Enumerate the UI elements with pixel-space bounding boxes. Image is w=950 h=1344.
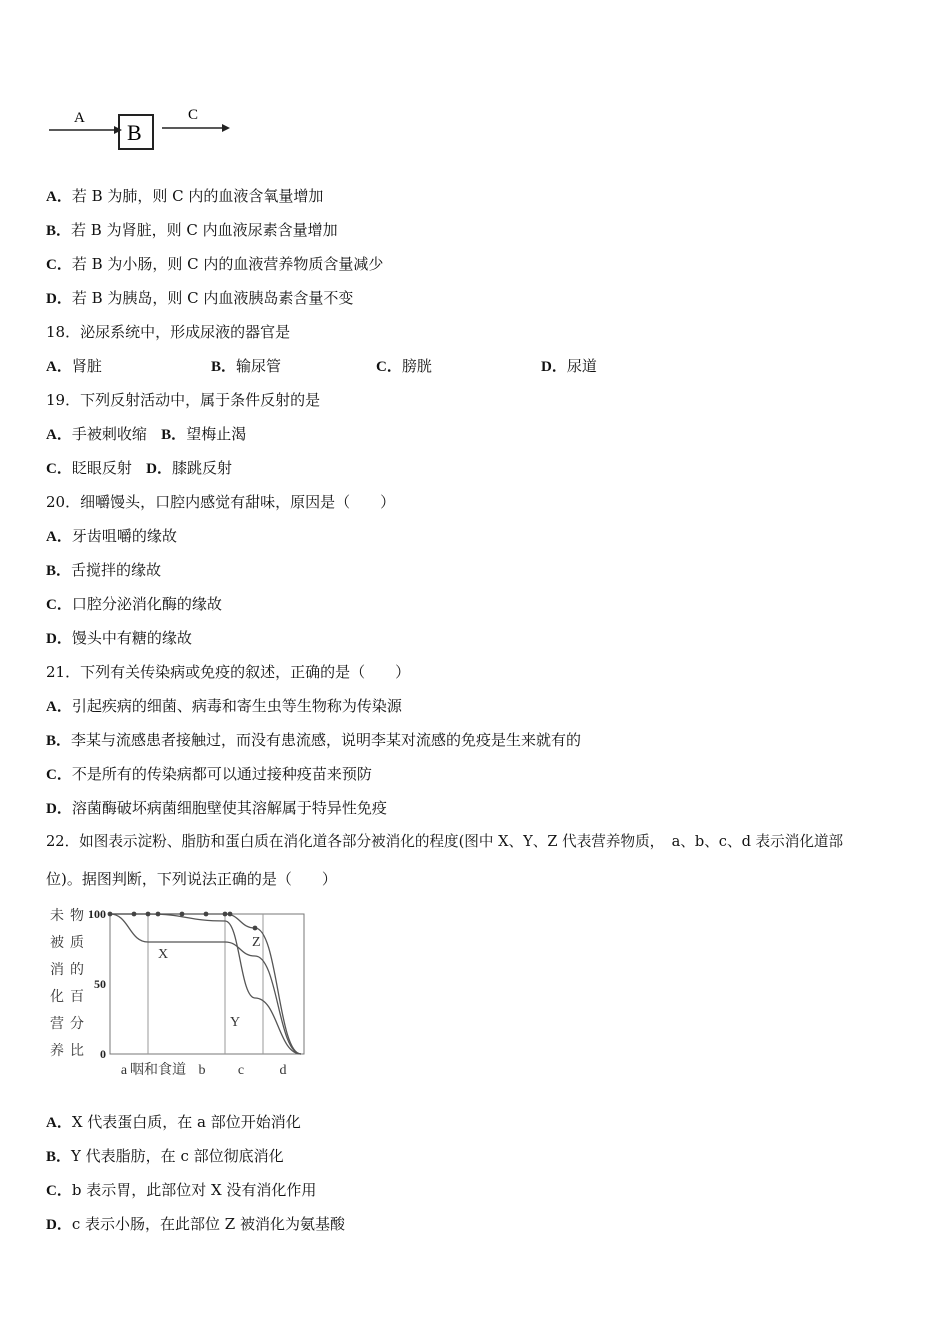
q22-stem-line1: 22．如图表示淀粉、脂肪和蛋白质在消化道各部分被消化的程度(图中 X、Y、Z 代表营养物质， a、b、c、d 表示消化道部 bbox=[46, 833, 844, 850]
q17-option-a: A．若 B 为肺，则 C 内的血液含氧量增加 bbox=[46, 187, 324, 205]
y-tick-label: 100 bbox=[88, 907, 106, 921]
series-label-z: Z bbox=[252, 935, 261, 950]
label-c: C bbox=[188, 107, 199, 123]
series-point-z bbox=[204, 912, 209, 917]
series-point-z bbox=[228, 912, 233, 917]
series-label-y: Y bbox=[230, 1015, 241, 1030]
y-tick-label: 0 bbox=[100, 1047, 106, 1061]
q19-options-row2 bbox=[46, 458, 232, 479]
q19-options-row1 bbox=[46, 424, 246, 445]
q22-option-a: A．X 代表蛋白质，在 a 部位开始消化 bbox=[46, 1113, 301, 1131]
q18-option-c: C．膀胱 bbox=[376, 357, 432, 375]
x-category-label: c bbox=[237, 1063, 245, 1078]
ylabel-col2: 物质的百分比 bbox=[70, 909, 84, 1059]
x-category-label: b bbox=[198, 1063, 206, 1078]
q19-option-b: B．望梅止渴 bbox=[161, 425, 247, 443]
q20-stem: 20．细嚼馒头，口腔内感觉有甜味，原因是（ ） bbox=[46, 493, 396, 511]
label-a: A bbox=[74, 110, 85, 126]
q20-option-d: D．馒头中有糖的缘故 bbox=[46, 629, 192, 647]
q18-stem: 18．泌尿系统中，形成尿液的器官是 bbox=[46, 323, 291, 341]
series-point-z bbox=[180, 912, 185, 917]
q17-option-c: C．若 B 为小肠，则 C 内的血液营养物质含量减少 bbox=[46, 255, 384, 273]
q20-option-b: B．舌搅拌的缘故 bbox=[46, 561, 162, 579]
chart-ylabel bbox=[50, 907, 84, 1059]
q17-option-b: B．若 B 为肾脏，则 C 内血液尿素含量增加 bbox=[46, 221, 338, 239]
x-category-label: 咽和食道 bbox=[130, 1063, 186, 1078]
digestion-chart bbox=[44, 900, 314, 1085]
q21-stem: 21．下列有关传染病或免疫的叙述，正确的是（ ） bbox=[46, 663, 411, 681]
q21-option-b: B．李某与流感患者接触过，而没有患流感，说明李某对流感的免疫是生来就有的 bbox=[46, 731, 582, 749]
q21-option-a: A．引起疾病的细菌、病毒和寄生虫等生物称为传染源 bbox=[46, 697, 402, 715]
flow-diagram bbox=[44, 100, 244, 155]
x-category-label: d bbox=[279, 1063, 287, 1078]
q18-option-d: D．尿道 bbox=[541, 357, 597, 375]
ylabel-col1: 未被消化营养 bbox=[50, 909, 64, 1059]
series-label-x: X bbox=[158, 947, 169, 962]
q20-option-a: A．牙齿咀嚼的缘故 bbox=[46, 527, 177, 545]
q19-option-c: C．眨眼反射 bbox=[46, 459, 132, 477]
q19-stem: 19．下列反射活动中，属于条件反射的是 bbox=[46, 391, 321, 409]
q18-options bbox=[46, 356, 597, 377]
plot-frame bbox=[110, 914, 304, 1054]
q18-option-a: A．肾脏 bbox=[46, 357, 102, 375]
series-point-z bbox=[223, 912, 228, 917]
series-point-z bbox=[253, 926, 258, 931]
q22-stem-line2: 位)。据图判断，下列说法正确的是（ ） bbox=[46, 870, 337, 888]
label-b: B bbox=[127, 120, 142, 145]
q22-option-c: C．b 表示胃，此部位对 X 没有消化作用 bbox=[46, 1181, 317, 1199]
series-point-z bbox=[132, 912, 137, 917]
series-point-z bbox=[108, 912, 113, 917]
q21-option-d: D．溶菌酶破坏病菌细胞壁使其溶解属于特异性免疫 bbox=[46, 799, 387, 817]
series-point-z bbox=[146, 912, 151, 917]
q19-option-d: D．膝跳反射 bbox=[146, 459, 233, 477]
arrow-c-head bbox=[222, 124, 230, 132]
q22-option-b: B．Y 代表脂肪，在 c 部位彻底消化 bbox=[46, 1147, 284, 1165]
q19-option-a: A．手被刺收缩 bbox=[46, 425, 147, 443]
q20-option-c: C．口腔分泌消化酶的缘故 bbox=[46, 595, 222, 613]
q18-option-b: B．输尿管 bbox=[211, 357, 282, 375]
q17-option-d: D．若 B 为胰岛，则 C 内血液胰岛素含量不变 bbox=[46, 289, 354, 307]
q21-option-c: C．不是所有的传染病都可以通过接种疫苗来预防 bbox=[46, 765, 372, 783]
x-category-label: a bbox=[120, 1063, 128, 1078]
q22-option-d: D．c 表示小肠，在此部位 Z 被消化为氨基酸 bbox=[46, 1215, 345, 1233]
series-point-z bbox=[156, 912, 161, 917]
y-tick-label: 50 bbox=[94, 977, 106, 991]
series-line-x bbox=[110, 914, 301, 1054]
